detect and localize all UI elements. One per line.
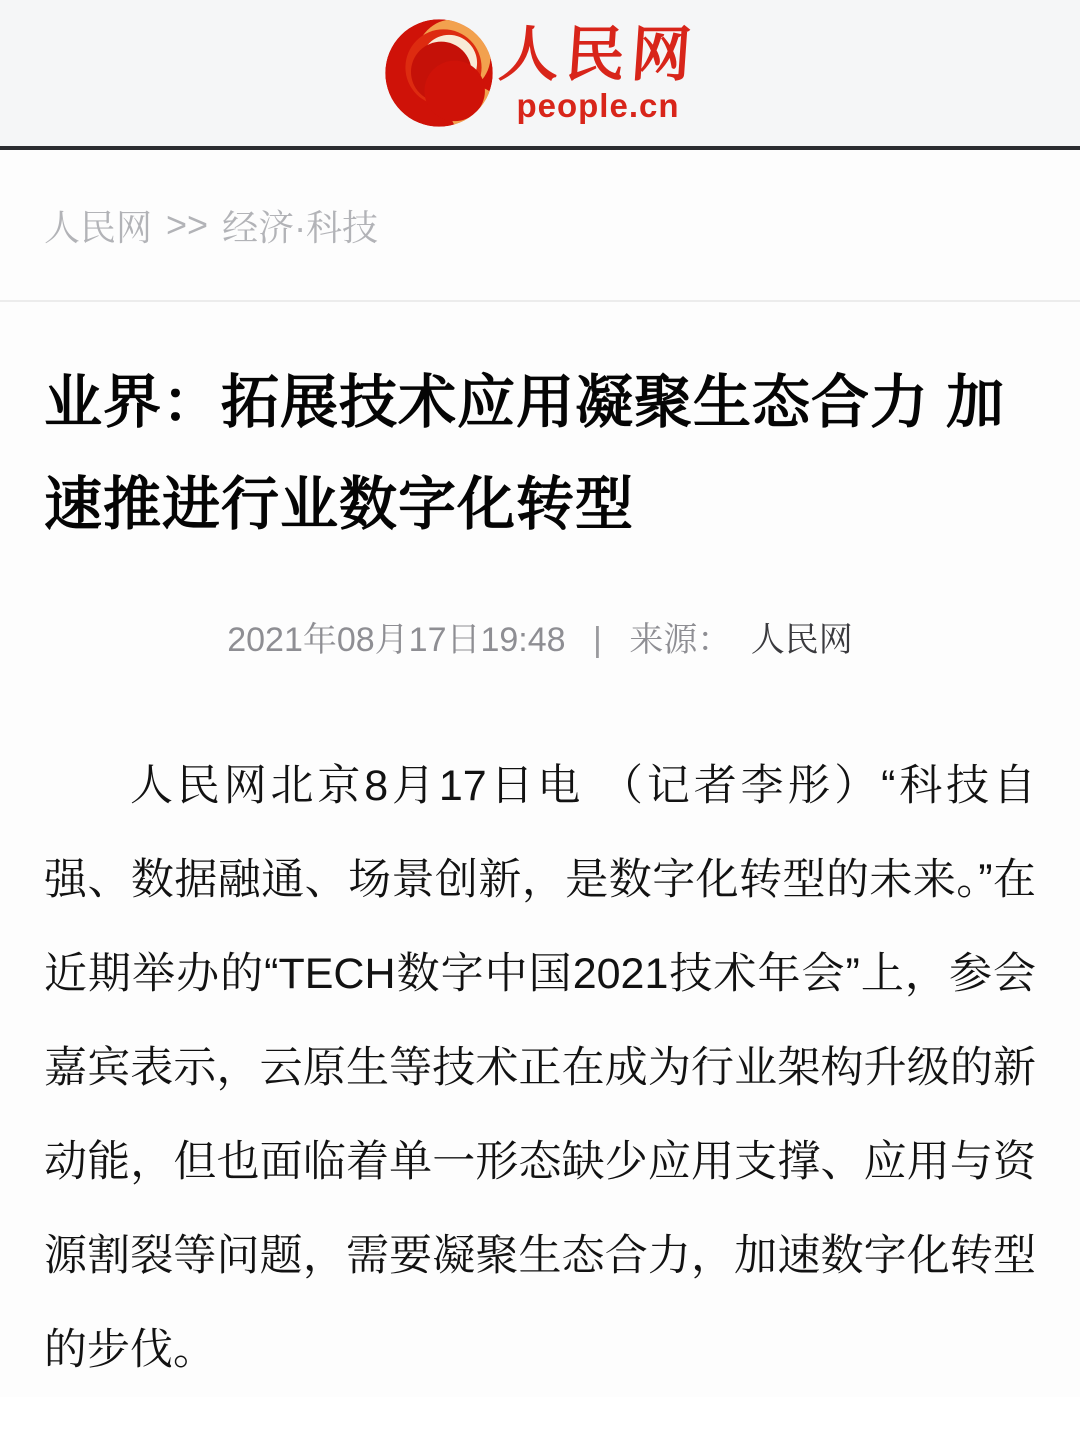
- source-link[interactable]: 人民网: [750, 621, 853, 659]
- logo-en-wordmark: people.cn: [516, 86, 680, 124]
- site-header: [0, 0, 1080, 146]
- breadcrumb-separator: >>: [166, 204, 209, 245]
- article-body: [44, 739, 1036, 1397]
- logo-text: [496, 19, 700, 124]
- site-logo[interactable]: [383, 17, 700, 129]
- breadcrumb: [0, 150, 1080, 302]
- article-meta: [44, 612, 1036, 661]
- breadcrumb-category-link[interactable]: 经济·科技: [222, 206, 379, 248]
- publish-datetime: 2021年08月17日19:48: [227, 621, 566, 659]
- people-globe-icon: [383, 17, 495, 129]
- article-title: 业界：拓展技术应用凝聚生态合力 加速推进行业数字化转型: [44, 370, 1006, 537]
- breadcrumb-home-link[interactable]: 人民网: [44, 206, 153, 248]
- article-container: [0, 302, 1080, 1397]
- article-paragraph: 人民网北京8月17日电 （记者李彤）“科技自强、数据融通、场景创新，是数字化转型的未来。”在近期举办的“TECH数字中国2021技术年会”上，参会嘉宾表示，云原生等技术正在成为行业架构升级的新动能，但也面临着单一形态缺少应用支撑、应用与资源割裂等问题，需要凝聚生态合力，加速数字化转型的步伐。: [44, 762, 1036, 1374]
- source-label: 来源：: [629, 621, 732, 659]
- meta-divider: |: [593, 621, 602, 659]
- logo-cn-wordmark: 人民网: [496, 19, 700, 90]
